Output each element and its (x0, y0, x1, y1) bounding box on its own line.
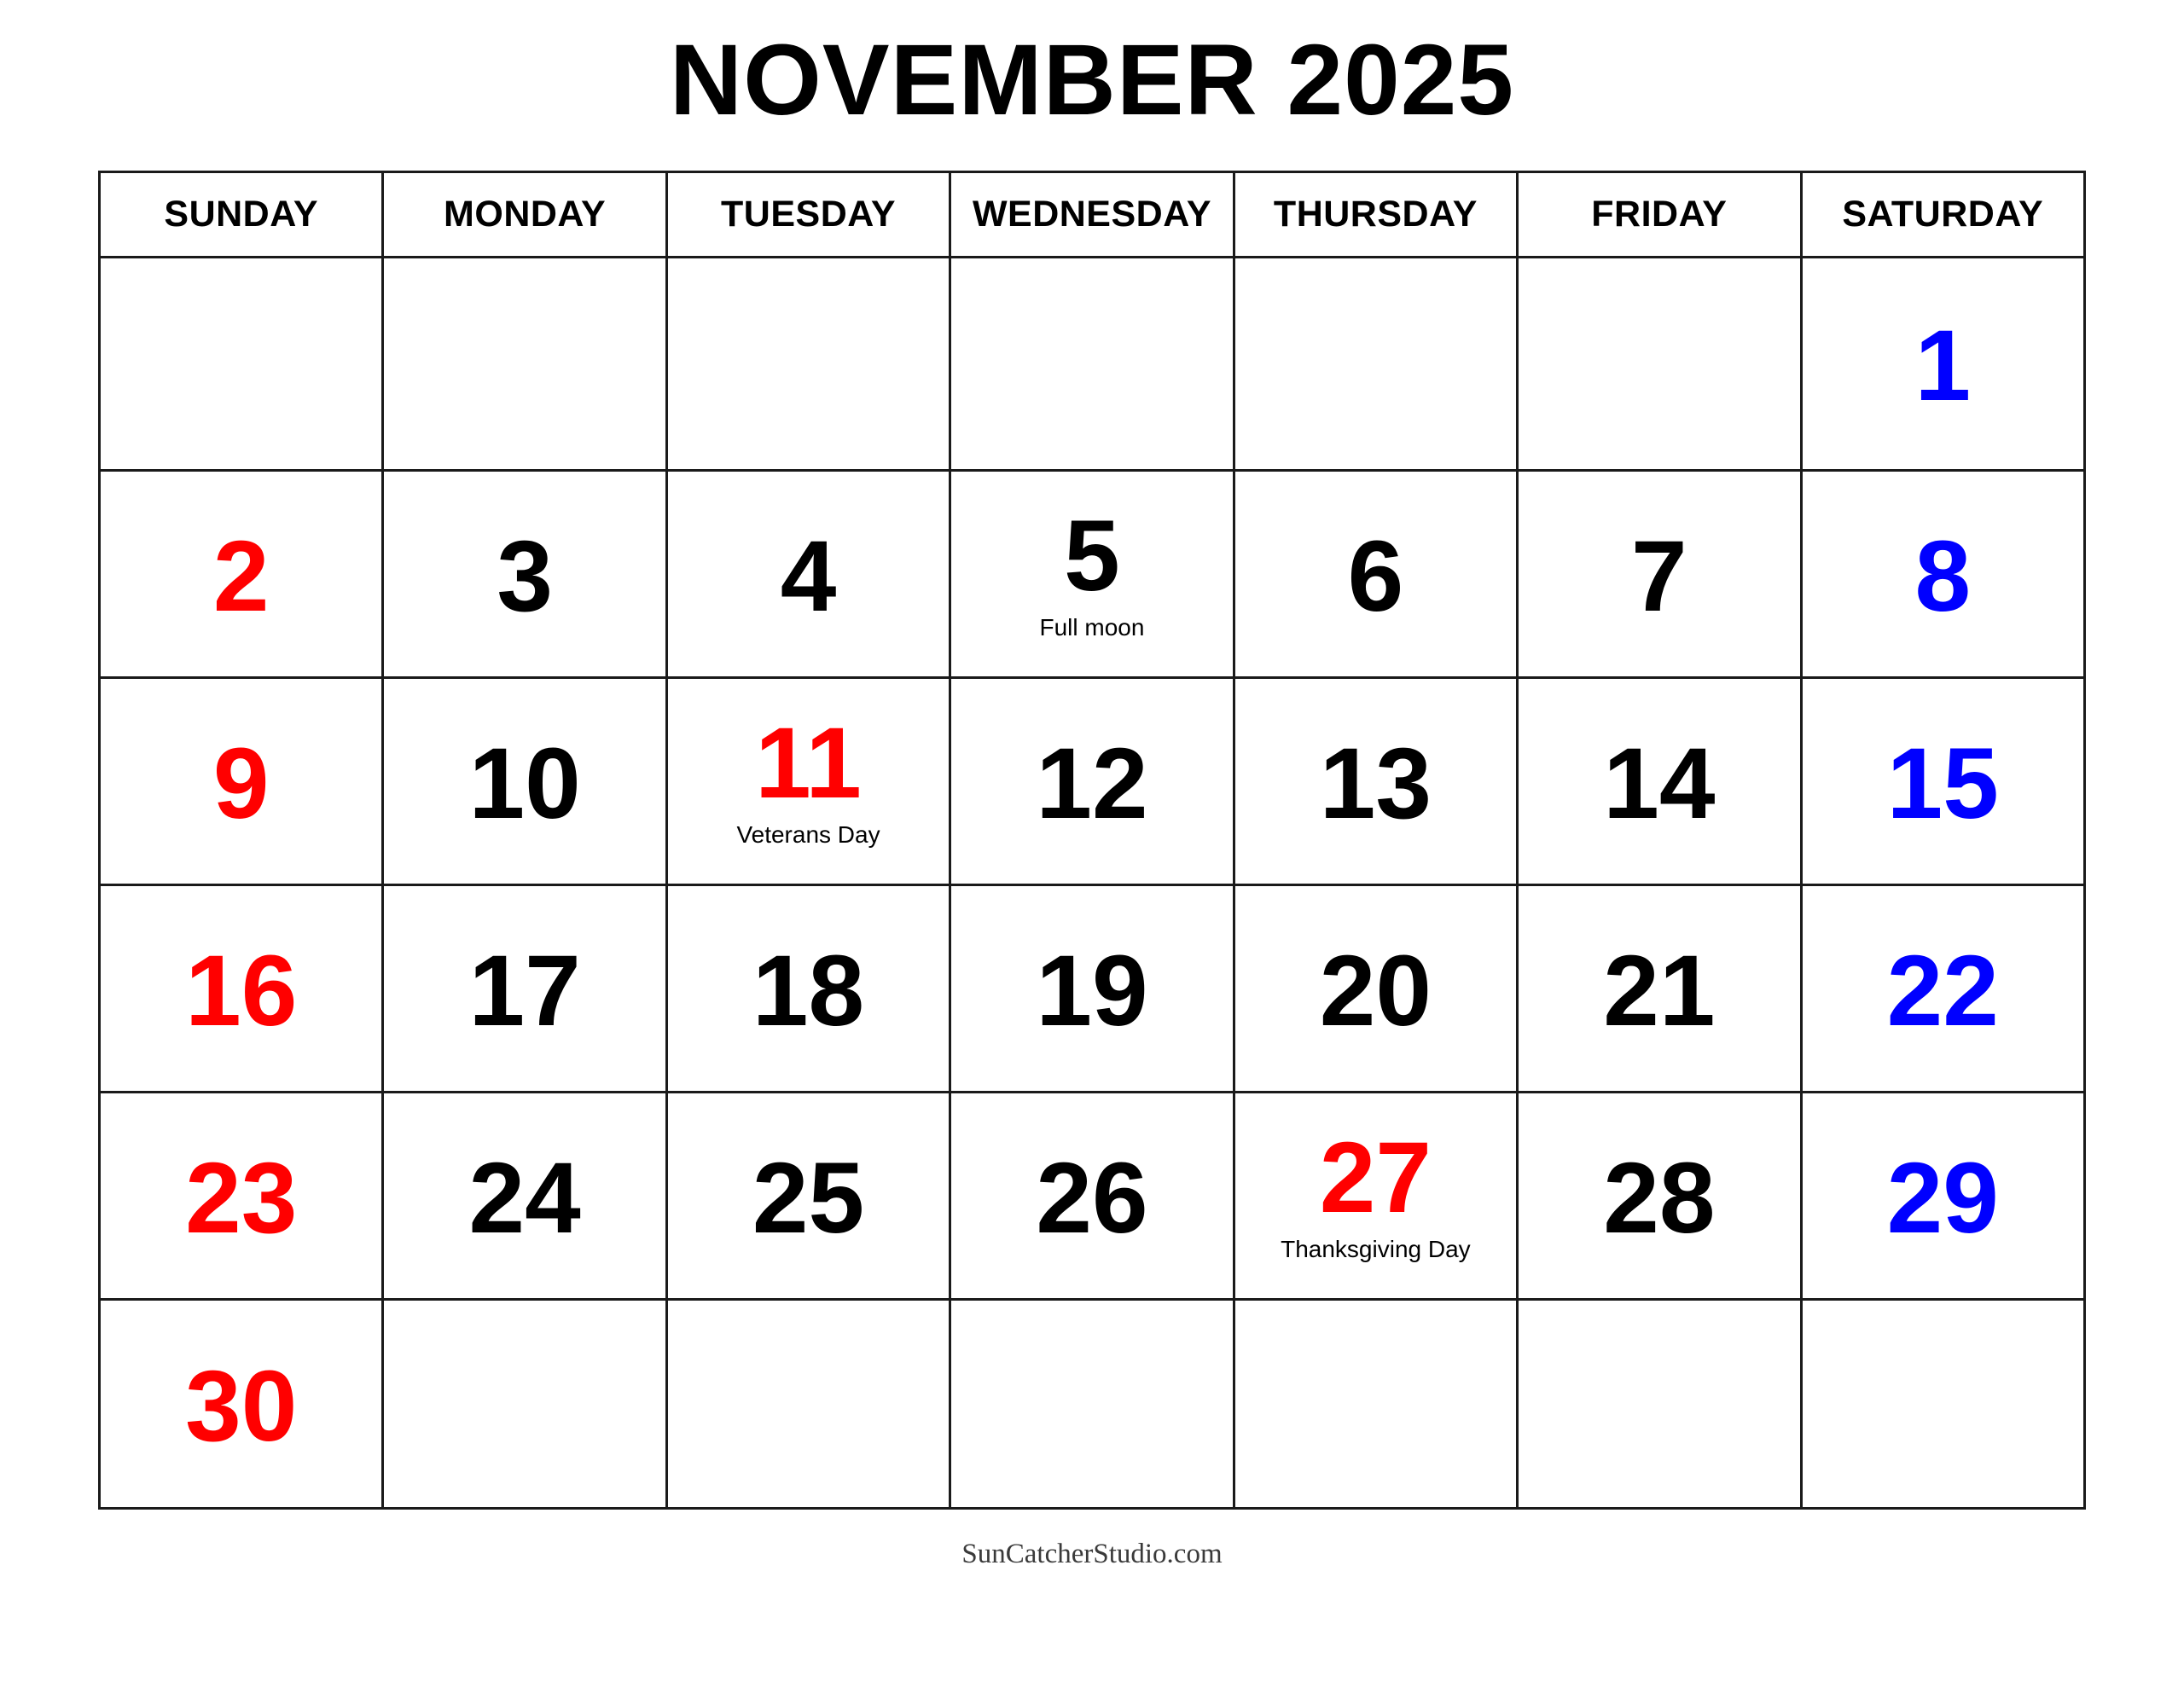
day-cell-content (384, 1301, 665, 1507)
calendar-day-cell[interactable] (1801, 884, 2084, 1092)
calendar-day-cell[interactable] (383, 677, 666, 884)
day-cell-content (951, 886, 1232, 1091)
day-cell-content (1235, 472, 1516, 676)
day-cell-content (1803, 679, 2083, 884)
day-number: 7 (1631, 519, 1687, 633)
calendar-cell-empty (1234, 257, 1517, 470)
day-number: 29 (1886, 1141, 1999, 1255)
weekday-header-monday: MONDAY (383, 171, 666, 257)
day-cell-content (384, 886, 665, 1091)
day-cell-content (101, 1301, 381, 1507)
weekday-header-tuesday: TUESDAY (666, 171, 950, 257)
day-cell-content (384, 472, 665, 676)
weekday-header-thursday: THURSDAY (1234, 171, 1517, 257)
calendar-grid (98, 171, 2086, 1510)
day-number: 27 (1319, 1122, 1432, 1234)
calendar-day-cell[interactable] (1518, 677, 1801, 884)
day-number: 4 (780, 519, 837, 633)
day-number: 1 (1914, 310, 1972, 423)
weekday-header-wednesday: WEDNESDAY (950, 171, 1234, 257)
day-cell-content (1803, 472, 2083, 676)
calendar-header-row (100, 171, 2085, 257)
calendar-cell-empty (666, 257, 950, 470)
day-cell-content (1803, 1093, 2083, 1298)
calendar-day-cell[interactable] (100, 1299, 383, 1508)
calendar-day-cell[interactable] (383, 470, 666, 677)
day-cell-content (951, 1093, 1232, 1298)
calendar-day-cell[interactable] (950, 884, 1234, 1092)
day-cell-content (384, 258, 665, 469)
calendar-day-cell[interactable] (1234, 1092, 1517, 1299)
calendar-day-cell[interactable] (100, 677, 383, 884)
calendar-cell-empty (950, 257, 1234, 470)
day-number: 8 (1914, 519, 1972, 633)
day-number: 23 (185, 1141, 298, 1255)
day-number: 30 (185, 1349, 298, 1463)
day-cell-content (668, 1093, 949, 1298)
calendar-day-cell[interactable] (100, 884, 383, 1092)
day-cell-content (668, 886, 949, 1091)
day-cell-content (101, 258, 381, 469)
day-number: 10 (468, 727, 581, 840)
calendar-week-row (100, 1299, 2085, 1508)
day-number: 22 (1886, 934, 1999, 1047)
day-cell-content (951, 679, 1232, 884)
calendar-day-cell[interactable] (950, 1092, 1234, 1299)
day-number: 17 (468, 934, 581, 1047)
day-cell-content (384, 1093, 665, 1298)
calendar-day-cell[interactable] (1801, 470, 2084, 677)
day-cell-content (1519, 258, 1799, 469)
calendar-day-cell[interactable] (950, 677, 1234, 884)
weekday-header-sunday: SUNDAY (100, 171, 383, 257)
day-cell-content (1803, 1301, 2083, 1507)
calendar-cell-empty (383, 257, 666, 470)
calendar-day-cell[interactable] (383, 884, 666, 1092)
day-number: 2 (212, 519, 270, 633)
calendar-day-cell[interactable] (1518, 884, 1801, 1092)
day-cell-content (951, 472, 1232, 676)
calendar-cell-empty (1234, 1299, 1517, 1508)
calendar-day-cell[interactable] (1801, 677, 2084, 884)
page-title: NOVEMBER 2025 (669, 24, 1515, 136)
calendar-cell-empty (1518, 1299, 1801, 1508)
calendar-cell-empty (100, 257, 383, 470)
calendar-week-row (100, 1092, 2085, 1299)
day-cell-content (1519, 1301, 1799, 1507)
day-number: 3 (497, 519, 553, 633)
day-number: 18 (752, 934, 865, 1047)
day-number: 25 (752, 1141, 865, 1255)
day-cell-content (951, 258, 1232, 469)
day-number: 12 (1036, 727, 1148, 840)
calendar-day-cell[interactable] (100, 470, 383, 677)
day-cell-content (384, 679, 665, 884)
day-number: 11 (755, 707, 862, 820)
day-cell-content (101, 679, 381, 884)
day-cell-content (951, 1301, 1232, 1507)
calendar-week-row (100, 677, 2085, 884)
day-cell-content (1519, 886, 1799, 1091)
day-number: 9 (212, 727, 270, 840)
day-cell-content (1803, 258, 2083, 469)
day-number: 14 (1603, 727, 1716, 840)
day-number: 24 (468, 1141, 581, 1255)
calendar-day-cell[interactable] (666, 470, 950, 677)
calendar-week-row (100, 884, 2085, 1092)
calendar-day-cell[interactable] (1518, 1092, 1801, 1299)
day-number: 15 (1886, 727, 1999, 840)
day-cell-content (1803, 886, 2083, 1091)
calendar-day-cell[interactable] (1234, 470, 1517, 677)
day-event-label: Thanksgiving Day (1281, 1236, 1471, 1262)
day-cell-content (668, 679, 949, 884)
day-event-label: Veterans Day (736, 821, 880, 848)
day-cell-content (1519, 1093, 1799, 1298)
calendar-day-cell[interactable] (666, 677, 950, 884)
day-cell-content (1519, 472, 1799, 676)
day-number: 5 (1064, 500, 1120, 612)
day-number: 20 (1319, 934, 1432, 1047)
day-cell-content (101, 886, 381, 1091)
day-cell-content (1235, 886, 1516, 1091)
day-number: 21 (1603, 934, 1716, 1047)
calendar-day-cell[interactable] (666, 1092, 950, 1299)
calendar-day-cell[interactable] (100, 1092, 383, 1299)
day-cell-content (1235, 679, 1516, 884)
day-cell-content (1519, 679, 1799, 884)
day-cell-content (1235, 258, 1516, 469)
calendar-day-cell[interactable] (1801, 1092, 2084, 1299)
calendar-cell-empty (666, 1299, 950, 1508)
calendar-day-cell[interactable] (666, 884, 950, 1092)
day-number: 16 (185, 934, 298, 1047)
calendar-day-cell[interactable] (1518, 470, 1801, 677)
calendar-cell-empty (1518, 257, 1801, 470)
calendar-day-cell[interactable] (1234, 677, 1517, 884)
calendar-day-cell[interactable] (383, 1092, 666, 1299)
calendar-day-cell[interactable] (1234, 884, 1517, 1092)
calendar-body (100, 257, 2085, 1508)
footer-credit: SunCatcherStudio.com (961, 1538, 1223, 1569)
day-cell-content (668, 258, 949, 469)
calendar-day-cell[interactable] (1801, 257, 2084, 470)
day-cell-content (1235, 1301, 1516, 1507)
day-cell-content (668, 472, 949, 676)
weekday-header-saturday: SATURDAY (1801, 171, 2084, 257)
calendar-cell-empty (1801, 1299, 2084, 1508)
calendar-cell-empty (383, 1299, 666, 1508)
day-cell-content (1235, 1093, 1516, 1298)
calendar-day-cell[interactable] (950, 470, 1234, 677)
day-cell-content (668, 1301, 949, 1507)
day-number: 13 (1319, 727, 1432, 840)
day-number: 6 (1347, 519, 1404, 633)
day-cell-content (101, 472, 381, 676)
day-number: 19 (1036, 934, 1148, 1047)
day-number: 28 (1603, 1141, 1716, 1255)
day-cell-content (101, 1093, 381, 1298)
day-event-label: Full moon (1039, 614, 1145, 641)
calendar-week-row (100, 470, 2085, 677)
weekday-header-friday: FRIDAY (1518, 171, 1801, 257)
calendar-week-row (100, 257, 2085, 470)
calendar-cell-empty (950, 1299, 1234, 1508)
day-number: 26 (1036, 1141, 1148, 1255)
